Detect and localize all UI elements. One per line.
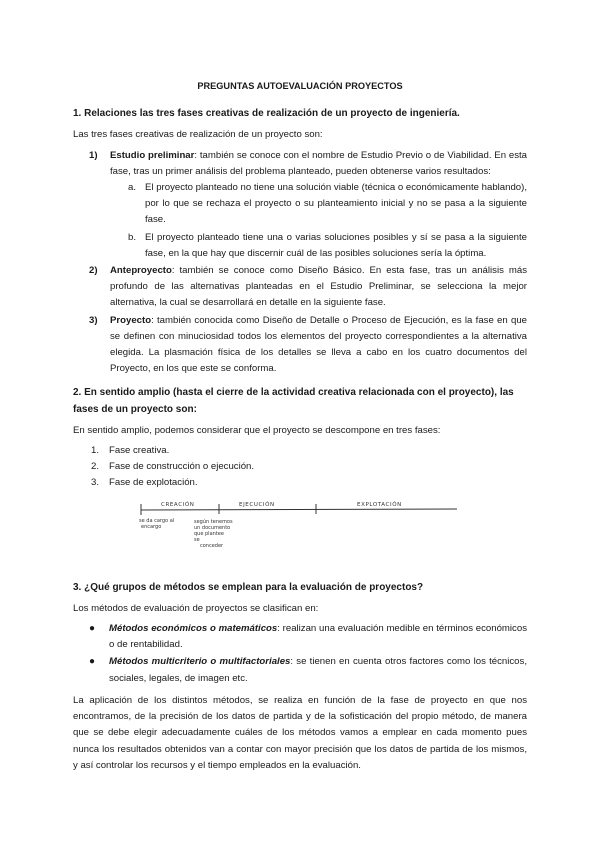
broad-phase-number: 2. bbox=[91, 461, 100, 473]
phase-text: : también se conoce con el nombre de Estudio Previo o de Viabilidad. En esta fase, tras un primer análisis del problema planteado, pueden obtenerse varios resultados: bbox=[110, 149, 527, 177]
method-item bbox=[73, 654, 527, 686]
phase-text: : también conocida como Diseño de Detalle o Proceso de Ejecución, es la fase en que se definen con minuciosidad todos los elementos del proyecto correspondientes a la alternativa elegida. La plasmación física de los detalles se lleva a cabo en los cuatro documentos del Proyecto, en los que este se conforma. bbox=[110, 314, 527, 375]
sketch-note-mid-5: conceder bbox=[200, 542, 224, 549]
handwritten-timeline-sketch bbox=[73, 498, 527, 576]
phase-number: 2) bbox=[89, 265, 98, 277]
document-page bbox=[73, 78, 527, 779]
result-text: El proyecto planteado no tiene una solución viable (técnica o económicamente hablando), por lo que se rechaza el proyecto o su planteamiento inicial y no se pasa a la siguiente fase. bbox=[145, 182, 527, 226]
method-term: Métodos económicos o matemáticos bbox=[109, 623, 278, 635]
phase-term: Estudio preliminar bbox=[110, 149, 195, 161]
question-3-heading: 3. ¿Qué grupos de métodos se emplean para la evaluación de proyectos? bbox=[73, 581, 424, 593]
bullet-icon: ● bbox=[89, 623, 96, 635]
phase-term: Anteproyecto bbox=[110, 265, 172, 277]
results-sublist bbox=[110, 180, 527, 262]
broad-phase-item bbox=[73, 459, 527, 475]
phase-item-1 bbox=[73, 148, 527, 262]
sketch-note-mid-1: según tenemos bbox=[194, 518, 233, 525]
phase-item-3 bbox=[73, 313, 527, 378]
broad-phase-number: 3. bbox=[91, 477, 100, 489]
sketch-note-mid-2: un documento bbox=[194, 524, 231, 531]
result-item-a bbox=[110, 180, 527, 229]
question-3-closing: La aplicación de los distintos métodos, se realiza en función de la fase de proyecto en que nos encontramos, de la precisión de los datos de partida y de la sofisticación del propio método, de manera que se debe elegir adecuadamente cuáles de los métodos vamos a emplear en cada momento pues nunca los resultados obtenidos van a contar con mayor precisión que los datos de partida de los mismos, y así controlar los recursos y el tiempo empleados en la evaluación. bbox=[73, 694, 527, 771]
method-term: Métodos multicriterio o multifactoriales bbox=[109, 656, 291, 668]
broad-phase-item bbox=[73, 475, 527, 491]
question-2-heading: 2. En sentido amplio (hasta el cierre de la actividad creativa relacionada con el proyecto), las fases de un proyecto son: bbox=[73, 387, 514, 415]
phases-list bbox=[73, 148, 527, 378]
result-text: El proyecto planteado tiene una o varias soluciones posibles y sí se pasa a la siguiente fase, en la que hay que discernir cuál de las posibles soluciones sería la óptima. bbox=[145, 231, 527, 259]
sketch-label-creacion: CREACIÓN bbox=[161, 501, 195, 508]
bullet-icon: ● bbox=[89, 656, 96, 668]
broad-phase-text: Fase creativa. bbox=[109, 445, 170, 457]
sketch-note-mid-4: se bbox=[194, 536, 200, 543]
phase-item-2 bbox=[73, 263, 527, 312]
question-1-intro: Las tres fases creativas de realización de un proyecto son: bbox=[73, 129, 323, 141]
document-title: PREGUNTAS AUTOEVALUACIÓN PROYECTOS bbox=[197, 81, 403, 91]
result-letter: b. bbox=[128, 231, 137, 243]
phase-text: : también se conoce como Diseño Básico. En esta fase, tras un análisis más profundo de las alternativas planteadas en el Estudio Preliminar, se selecciona la mejor alternativa, la cual se desarrollará en detalle en la siguiente fase. bbox=[110, 265, 527, 309]
broad-phases-list bbox=[73, 443, 527, 492]
broad-phase-number: 1. bbox=[91, 445, 100, 457]
question-1-heading: 1. Relaciones las tres fases creativas de realización de un proyecto de ingeniería. bbox=[73, 108, 460, 120]
sketch-note-left-2: encargo bbox=[141, 523, 162, 530]
timeline-line bbox=[141, 509, 457, 510]
question-3-intro: Los métodos de evaluación de proyectos se clasifican en: bbox=[73, 602, 319, 614]
method-text: : se tienen en cuenta otros factores como los técnicos, sociales, legales, de imagen etc. bbox=[109, 656, 527, 684]
timeline-drawing bbox=[139, 498, 469, 576]
question-2-intro: En sentido amplio, podemos considerar que el proyecto se descompone en tres fases: bbox=[73, 424, 441, 436]
broad-phase-text: Fase de construcción o ejecución. bbox=[109, 461, 255, 473]
result-item-b bbox=[110, 230, 527, 262]
broad-phase-item bbox=[73, 443, 527, 459]
phase-number: 3) bbox=[89, 314, 98, 326]
phase-number: 1) bbox=[89, 149, 98, 161]
method-text: : realizan una evaluación medible en términos económicos o de rentabilidad. bbox=[109, 623, 527, 651]
sketch-note-mid-3: que plantee bbox=[194, 530, 224, 537]
phase-term: Proyecto bbox=[110, 314, 152, 326]
sketch-label-ejecucion: EJECUCIÓN bbox=[239, 501, 275, 508]
broad-phase-text: Fase de explotación. bbox=[109, 477, 198, 489]
methods-list bbox=[73, 621, 527, 687]
sketch-label-explotacion: EXPLOTACIÓN bbox=[357, 501, 402, 508]
result-letter: a. bbox=[128, 182, 137, 194]
method-item bbox=[73, 621, 527, 653]
sketch-note-left-1: se da cargo al bbox=[139, 517, 175, 524]
